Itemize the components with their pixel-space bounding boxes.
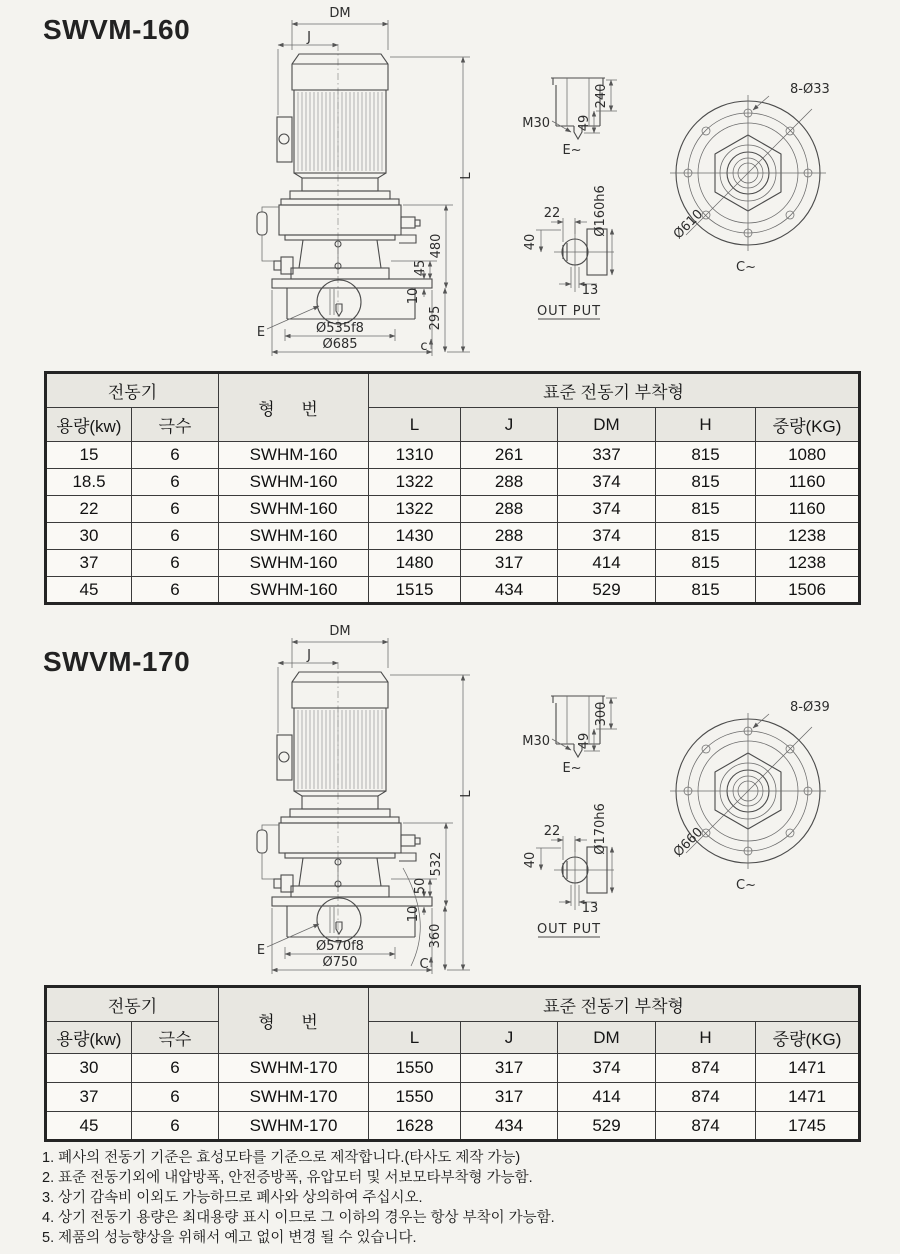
cell: 1080 (756, 442, 860, 469)
cell: 6 (132, 523, 219, 550)
dim-label-bolt-holes: 8-Ø39 (790, 700, 830, 715)
cell: SWHM-160 (219, 496, 369, 523)
cell: 15 (46, 442, 132, 469)
header-std-group: 표준 전동기 부착형 (369, 987, 860, 1022)
header-motor-group: 전동기 (46, 987, 219, 1022)
cell: 529 (558, 577, 656, 604)
label-out-put: OUT PUT (536, 304, 602, 319)
cell: 6 (132, 496, 219, 523)
cell: SWHM-160 (219, 469, 369, 496)
cell: SWHM-170 (219, 1083, 369, 1112)
dim-label-shaft-dia: Ø160h6 (593, 185, 608, 237)
cell: 1480 (369, 550, 461, 577)
footnote: 5. 제품의 성능향상을 위해서 예고 없이 변경 될 수 있습니다. (42, 1230, 417, 1246)
cell: 6 (132, 577, 219, 604)
label-e: E (256, 325, 266, 340)
cell: SWHM-160 (219, 523, 369, 550)
cell: 1471 (756, 1083, 860, 1112)
dim-label-outer-dia: Ø685 (322, 337, 358, 352)
cell: 261 (461, 442, 558, 469)
dim-label-532: 532 (429, 851, 444, 877)
cell: 815 (656, 442, 756, 469)
dim-label-40: 40 (523, 233, 538, 251)
dim-label-inner-dia: Ø535f8 (316, 321, 364, 336)
cell: 414 (558, 1083, 656, 1112)
label-out-put: OUT PUT (536, 922, 602, 937)
cell: 288 (461, 523, 558, 550)
dim-label-dm: DM (329, 624, 351, 639)
cell: 288 (461, 469, 558, 496)
cell: 30 (46, 1054, 132, 1083)
dim-label-j: J (307, 30, 311, 45)
dim-label-bolt-holes: 8-Ø33 (790, 82, 830, 97)
cell: 434 (461, 577, 558, 604)
dim-label-295: 295 (428, 305, 443, 331)
spec-table-swvm-170 (44, 985, 861, 1142)
footnote: 3. 상기 감속비 이외도 가능하므로 폐사와 상의하여 주십시오. (42, 1190, 423, 1206)
label-c: C (419, 957, 429, 972)
header-l: L (369, 408, 461, 442)
table-row (46, 1112, 860, 1141)
spec-table-swvm-160 (44, 371, 861, 605)
cell: 317 (461, 1054, 558, 1083)
dim-label-flange-dia: Ø660 (670, 824, 707, 861)
dim-label-l: L (459, 172, 474, 180)
cell: 45 (46, 577, 132, 604)
cell: 1430 (369, 523, 461, 550)
dim-label-j: J (307, 648, 311, 663)
table-row (46, 1083, 860, 1112)
label-e: E (256, 943, 266, 958)
header-capacity: 용량(kw) (46, 1022, 132, 1054)
dim-label-l: L (459, 790, 474, 798)
cell: 30 (46, 523, 132, 550)
header-model: 형 번 (219, 373, 369, 442)
cell: 1745 (756, 1112, 860, 1141)
cell: 874 (656, 1112, 756, 1141)
cell: 288 (461, 496, 558, 523)
dim-label-49: 49 (577, 114, 592, 132)
dim-label-flange-dia: Ø610 (670, 206, 707, 243)
dim-label-m30: M30 (522, 116, 550, 131)
cell: 1322 (369, 496, 461, 523)
dim-label-dm: DM (329, 6, 351, 21)
cell: 434 (461, 1112, 558, 1141)
header-h: H (656, 408, 756, 442)
header-l: L (369, 1022, 461, 1054)
cell: 815 (656, 469, 756, 496)
header-dm: DM (558, 408, 656, 442)
label-c: c (420, 339, 428, 354)
cell: SWHM-160 (219, 442, 369, 469)
dim-label-480: 480 (429, 233, 444, 259)
dim-label-10: 10 (406, 287, 421, 305)
cell: 1471 (756, 1054, 860, 1083)
cell: 374 (558, 496, 656, 523)
cell: 1506 (756, 577, 860, 604)
cell: 374 (558, 523, 656, 550)
table-header-row (46, 987, 860, 1022)
cell: 1515 (369, 577, 461, 604)
table-row (46, 496, 860, 523)
cell: 1160 (756, 469, 860, 496)
cell: 1550 (369, 1083, 461, 1112)
header-motor-group: 전동기 (46, 373, 219, 408)
cell: 6 (132, 550, 219, 577)
footnote: 1. 폐사의 전동기 기준은 효성모타를 기준으로 제작합니다.(타사도 제작 가능) (42, 1150, 521, 1166)
cell: 37 (46, 550, 132, 577)
dim-label-240: 240 (594, 83, 609, 109)
table-row (46, 577, 860, 604)
dim-label-50: 50 (413, 877, 428, 895)
footnote: 4. 상기 전동기 용량은 최대용량 표시 이므로 그 이하의 경우는 항상 부착이 가능함. (42, 1210, 555, 1226)
cell: SWHM-160 (219, 577, 369, 604)
cell: 6 (132, 1112, 219, 1141)
cell: 1310 (369, 442, 461, 469)
section-title-swvm-170: SWVM-170 (43, 646, 191, 677)
cell: SWHM-160 (219, 550, 369, 577)
cell: 1550 (369, 1054, 461, 1083)
header-weight: 중량(KG) (756, 1022, 860, 1054)
cell: 1628 (369, 1112, 461, 1141)
cell: 6 (132, 1054, 219, 1083)
cell: 337 (558, 442, 656, 469)
cell: 1238 (756, 523, 860, 550)
dim-label-22: 22 (543, 206, 561, 221)
table-header-row (46, 408, 860, 442)
table-header-row (46, 373, 860, 408)
cell: SWHM-170 (219, 1112, 369, 1141)
label-flange-view: C~ (736, 260, 756, 275)
dim-label-49: 49 (577, 732, 592, 750)
dim-label-45: 45 (413, 259, 428, 277)
header-poles: 극수 (132, 408, 219, 442)
cell: 1322 (369, 469, 461, 496)
footnote: 2. 표준 전동기외에 내압방폭, 안전증방폭, 유압모터 및 서보모타부착형 가능함. (42, 1170, 533, 1186)
cell: 1238 (756, 550, 860, 577)
dim-label-inner-dia: Ø570f8 (316, 939, 364, 954)
cell: 529 (558, 1112, 656, 1141)
cell: 815 (656, 523, 756, 550)
cell: 317 (461, 550, 558, 577)
cell: 6 (132, 442, 219, 469)
dim-label-40: 40 (523, 851, 538, 869)
header-h: H (656, 1022, 756, 1054)
footnotes (42, 1148, 872, 1248)
cell: 374 (558, 469, 656, 496)
cell: SWHM-170 (219, 1054, 369, 1083)
cell: 22 (46, 496, 132, 523)
cell: 6 (132, 1083, 219, 1112)
table-row (46, 523, 860, 550)
dim-label-13: 13 (581, 283, 599, 298)
table-row (46, 1054, 860, 1083)
cell: 1160 (756, 496, 860, 523)
cell: 815 (656, 550, 756, 577)
section-title-swvm-160: SWVM-160 (43, 14, 191, 45)
cell: 317 (461, 1083, 558, 1112)
table-row (46, 469, 860, 496)
dim-label-10: 10 (406, 905, 421, 923)
dim-label-22: 22 (543, 824, 561, 839)
cell: 874 (656, 1054, 756, 1083)
header-dm: DM (558, 1022, 656, 1054)
label-flange-view: C~ (736, 878, 756, 893)
drawing-swvm-160 (0, 0, 900, 365)
table-row (46, 550, 860, 577)
table-row (46, 442, 860, 469)
label-e-view: E~ (562, 761, 582, 776)
label-e-view: E~ (562, 143, 582, 158)
header-j: J (461, 408, 558, 442)
cell: 6 (132, 469, 219, 496)
cell: 815 (656, 496, 756, 523)
dim-label-300: 300 (594, 701, 609, 727)
header-weight: 중량(KG) (756, 408, 860, 442)
dim-label-shaft-dia: Ø170h6 (593, 803, 608, 855)
table-header-row (46, 1022, 860, 1054)
cell: 37 (46, 1083, 132, 1112)
header-capacity: 용량(kw) (46, 408, 132, 442)
dim-label-13: 13 (581, 901, 599, 916)
header-j: J (461, 1022, 558, 1054)
dim-label-360: 360 (428, 923, 443, 949)
cell: 374 (558, 1054, 656, 1083)
dim-label-outer-dia: Ø750 (322, 955, 358, 970)
header-model: 형 번 (219, 987, 369, 1054)
cell: 18.5 (46, 469, 132, 496)
header-poles: 극수 (132, 1022, 219, 1054)
cell: 815 (656, 577, 756, 604)
dim-label-m30: M30 (522, 734, 550, 749)
cell: 414 (558, 550, 656, 577)
cell: 45 (46, 1112, 132, 1141)
header-std-group: 표준 전동기 부착형 (369, 373, 860, 408)
cell: 874 (656, 1083, 756, 1112)
